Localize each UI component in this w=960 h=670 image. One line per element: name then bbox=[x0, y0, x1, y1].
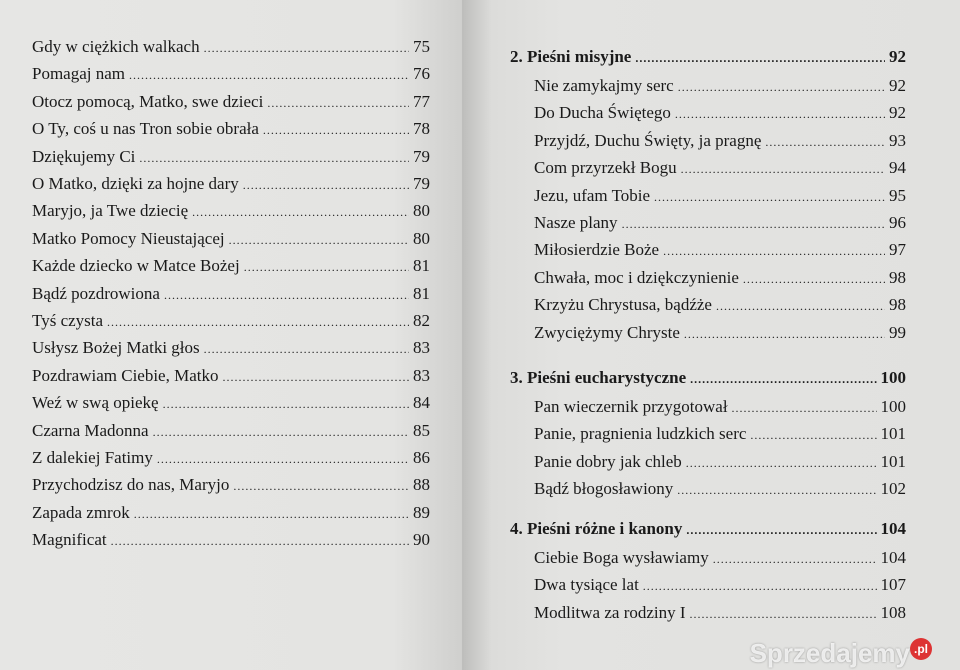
dot-leader bbox=[233, 475, 409, 497]
toc-entry bbox=[32, 392, 430, 415]
toc-entry bbox=[32, 118, 430, 141]
toc-page-number: 81 bbox=[413, 283, 430, 303]
toc-title: Nie zamykajmy serc bbox=[534, 76, 674, 95]
dot-leader bbox=[686, 519, 876, 541]
toc-entry bbox=[534, 322, 906, 345]
toc-page-number: 100 bbox=[880, 397, 906, 416]
toc-title: Bądź pozdrowiona bbox=[32, 283, 160, 303]
toc-page-number: 92 bbox=[889, 47, 906, 66]
toc-entry bbox=[32, 529, 430, 552]
toc-title: Weź w swą opiekę bbox=[32, 393, 159, 413]
toc-page-number: 76 bbox=[413, 64, 430, 84]
toc-entry bbox=[534, 574, 906, 597]
toc-page-number: 89 bbox=[413, 502, 430, 522]
dot-leader bbox=[750, 424, 876, 446]
toc-page-number: 104 bbox=[880, 519, 906, 538]
dot-leader bbox=[765, 131, 885, 153]
toc-title: Jezu, ufam Tobie bbox=[534, 185, 651, 205]
toc-page-number: 77 bbox=[413, 91, 430, 111]
dot-leader bbox=[153, 421, 409, 443]
toc-title: Przychodzisz do nas, Maryjo bbox=[32, 475, 230, 495]
dot-leader bbox=[164, 284, 409, 306]
dot-leader bbox=[690, 603, 877, 625]
toc-title: Ciebie Boga wysławiamy bbox=[534, 548, 709, 567]
dot-leader bbox=[713, 548, 877, 570]
toc-entry bbox=[32, 255, 430, 278]
toc-entry bbox=[32, 337, 430, 360]
dot-leader bbox=[267, 92, 409, 114]
dot-leader bbox=[139, 147, 409, 169]
toc-title: O Matko, dzięki za hojne dary bbox=[32, 174, 239, 193]
toc-page-number: 98 bbox=[889, 267, 906, 287]
toc-entry bbox=[534, 212, 906, 235]
toc-entry bbox=[32, 200, 430, 223]
toc-title: Pan wieczernik przygotował bbox=[534, 397, 728, 416]
toc-page-number: 95 bbox=[889, 185, 906, 205]
toc-section-heading bbox=[510, 518, 906, 541]
toc-title: Z dalekiej Fatimy bbox=[32, 448, 153, 467]
toc-entry bbox=[32, 146, 430, 169]
toc-entry bbox=[534, 478, 906, 501]
toc-page-number: 78 bbox=[413, 119, 430, 139]
toc-entry bbox=[534, 130, 906, 153]
toc-page-number: 94 bbox=[889, 158, 906, 178]
toc-entry bbox=[32, 474, 430, 497]
dot-leader bbox=[654, 186, 885, 208]
toc-title: Zwyciężymy Chryste bbox=[534, 322, 680, 342]
watermark-suffix: .pl bbox=[910, 638, 932, 660]
toc-page-number: 101 bbox=[880, 424, 906, 444]
toc-page-number: 107 bbox=[880, 575, 906, 595]
toc-entry bbox=[534, 396, 906, 419]
toc-title: 4. Pieśni różne i kanony bbox=[510, 519, 683, 538]
toc-title: Panie, pragnienia ludzkich serc bbox=[534, 424, 747, 444]
toc-page-number: 96 bbox=[889, 213, 906, 232]
dot-leader bbox=[675, 103, 885, 125]
toc-entry bbox=[534, 75, 906, 98]
toc-page-number: 81 bbox=[413, 256, 430, 276]
toc-title: Dwa tysiące lat bbox=[534, 575, 639, 595]
toc-title: Pomagaj nam bbox=[32, 64, 126, 84]
toc-title: Zapada zmrok bbox=[32, 502, 130, 522]
dot-leader bbox=[684, 323, 885, 345]
dot-leader bbox=[678, 76, 885, 98]
dot-leader bbox=[686, 452, 877, 474]
toc-entry bbox=[32, 228, 430, 251]
dot-leader bbox=[732, 397, 877, 419]
toc-entry bbox=[32, 173, 430, 196]
watermark-logo bbox=[750, 638, 932, 668]
dot-leader bbox=[107, 311, 409, 333]
toc-page-number: 102 bbox=[880, 479, 906, 499]
toc-title: Magnificat bbox=[32, 530, 107, 550]
toc-title: Nasze plany bbox=[534, 213, 618, 232]
toc-title: 2. Pieśni misyjne bbox=[510, 47, 632, 66]
toc-title: Modlitwa za rodziny I bbox=[534, 602, 686, 622]
toc-page-number: 97 bbox=[889, 240, 906, 260]
toc-title: Do Ducha Świętego bbox=[534, 103, 671, 123]
toc-title: Pozdrawiam Ciebie, Matko bbox=[32, 365, 219, 385]
toc-entry bbox=[32, 365, 430, 388]
toc-entry bbox=[534, 451, 906, 474]
toc-title: Com przyrzekł Bogu bbox=[534, 158, 677, 178]
dot-leader bbox=[204, 37, 409, 59]
toc-entry bbox=[32, 447, 430, 470]
dot-leader bbox=[223, 366, 410, 388]
dot-leader bbox=[129, 64, 409, 86]
watermark-text: Sprzedajemy bbox=[749, 638, 910, 668]
toc-page-number: 85 bbox=[413, 420, 430, 440]
toc-entry bbox=[32, 63, 430, 86]
toc-entry bbox=[32, 310, 430, 333]
dot-leader bbox=[163, 393, 409, 415]
dot-leader bbox=[743, 268, 885, 290]
toc-page-number: 79 bbox=[413, 146, 430, 166]
toc-entry bbox=[534, 239, 906, 262]
toc-title: Bądź błogosławiony bbox=[534, 479, 674, 499]
toc-section-heading bbox=[510, 46, 906, 69]
dot-leader bbox=[677, 479, 876, 501]
dot-leader bbox=[635, 47, 885, 69]
toc-page-number: 84 bbox=[413, 393, 430, 413]
toc-title: Otocz pomocą, Matko, swe dzieci bbox=[32, 91, 264, 111]
dot-leader bbox=[229, 229, 409, 251]
toc-entry bbox=[534, 157, 906, 180]
toc-page-number: 83 bbox=[413, 365, 430, 385]
toc-page-number: 83 bbox=[413, 338, 430, 358]
toc-page-number: 75 bbox=[413, 37, 430, 56]
toc-section-heading bbox=[510, 367, 906, 390]
toc-page-number: 90 bbox=[413, 530, 430, 550]
toc-title: Dziękujemy Ci bbox=[32, 146, 136, 166]
toc-page-number: 101 bbox=[880, 451, 906, 471]
toc-entry bbox=[32, 420, 430, 443]
toc-page-number: 93 bbox=[889, 130, 906, 150]
toc-entry bbox=[534, 294, 906, 317]
toc-page-number: 100 bbox=[880, 368, 906, 387]
toc-page-number: 104 bbox=[880, 548, 906, 567]
toc-title: Krzyżu Chrystusa, bądźże bbox=[534, 295, 712, 315]
toc-title: Miłosierdzie Boże bbox=[534, 240, 660, 260]
dot-leader bbox=[716, 295, 885, 317]
dot-leader bbox=[157, 448, 409, 470]
dot-leader bbox=[622, 213, 885, 235]
toc-page-number: 86 bbox=[413, 448, 430, 467]
dot-leader bbox=[111, 530, 409, 552]
toc-entry bbox=[32, 91, 430, 114]
dot-leader bbox=[244, 256, 409, 278]
toc-title: Przyjdź, Duchu Święty, ja pragnę bbox=[534, 130, 762, 150]
dot-leader bbox=[643, 575, 877, 597]
toc-entry bbox=[32, 36, 430, 59]
toc-title: O Ty, coś u nas Tron sobie obrała bbox=[32, 119, 259, 139]
toc-title: Każde dziecko w Matce Bożej bbox=[32, 256, 240, 276]
toc-entry bbox=[32, 502, 430, 525]
toc-entry bbox=[534, 423, 906, 446]
toc-page-number: 80 bbox=[413, 201, 430, 221]
dot-leader bbox=[204, 338, 409, 360]
toc-page-number: 92 bbox=[889, 76, 906, 95]
toc-page-number: 99 bbox=[889, 322, 906, 342]
toc-title: Czarna Madonna bbox=[32, 420, 149, 440]
toc-title: Chwała, moc i dziękczynienie bbox=[534, 267, 739, 287]
toc-title: Gdy w ciężkich walkach bbox=[32, 37, 200, 56]
toc-entry bbox=[32, 283, 430, 306]
toc-page-number: 108 bbox=[880, 602, 906, 622]
dot-leader bbox=[192, 201, 409, 223]
toc-entry bbox=[534, 602, 906, 625]
toc-title: Tyś czysta bbox=[32, 311, 104, 330]
toc-entry bbox=[534, 547, 906, 570]
dot-leader bbox=[681, 158, 885, 180]
right-page bbox=[462, 0, 960, 670]
toc-page-number: 88 bbox=[413, 475, 430, 495]
dot-leader bbox=[243, 174, 409, 196]
toc-entry bbox=[534, 185, 906, 208]
toc-title: Matko Pomocy Nieustającej bbox=[32, 228, 225, 248]
dot-leader bbox=[690, 368, 876, 390]
dot-leader bbox=[263, 119, 409, 141]
toc-page-number: 79 bbox=[413, 174, 430, 193]
toc-page-number: 98 bbox=[889, 295, 906, 315]
toc-title: 3. Pieśni eucharystyczne bbox=[510, 368, 687, 387]
dot-leader bbox=[663, 240, 885, 262]
toc-page-number: 82 bbox=[413, 311, 430, 330]
toc-entry bbox=[534, 102, 906, 125]
toc-title: Usłysz Bożej Matki głos bbox=[32, 338, 200, 358]
dot-leader bbox=[134, 503, 409, 525]
toc-page-number: 80 bbox=[413, 228, 430, 248]
toc-title: Maryjo, ja Twe dziecię bbox=[32, 201, 189, 221]
left-page bbox=[0, 0, 462, 670]
toc-page-number: 92 bbox=[889, 103, 906, 123]
toc-title: Panie dobry jak chleb bbox=[534, 451, 682, 471]
toc-entry bbox=[534, 267, 906, 290]
